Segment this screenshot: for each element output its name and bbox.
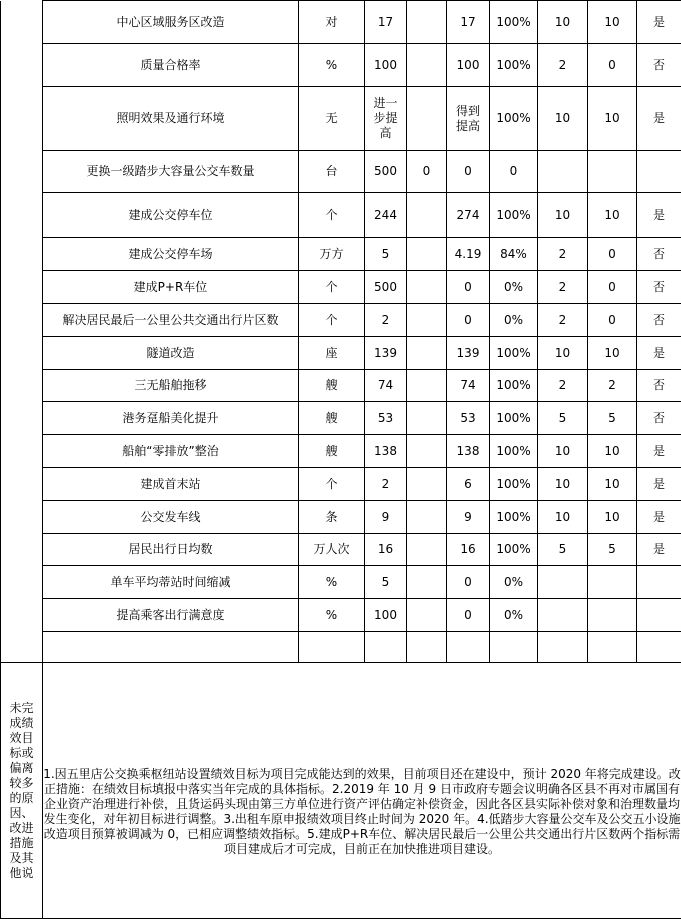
reason-title: 未完 成绩 效目 标或 偏离 较多 的原 因、 改进 措施 及其 他说 [1, 663, 43, 919]
achieved-flag [637, 151, 681, 193]
actual-score: 10 [588, 337, 637, 370]
unit-cell: 艘 [299, 370, 365, 402]
adjusted-value [407, 304, 447, 337]
row-spacer-cell [1, 151, 43, 193]
target-value: 74 [365, 370, 407, 402]
unit-cell: 个 [299, 304, 365, 337]
actual-score [588, 632, 637, 663]
table-row [1, 435, 681, 468]
actual-score: 10 [588, 435, 637, 468]
weight-score [538, 566, 588, 599]
target-value: 进一 步提 高 [365, 87, 407, 151]
adjusted-value [407, 337, 447, 370]
indicator-name [43, 632, 299, 663]
completion-rate: 0 [490, 151, 538, 193]
table-row [1, 87, 681, 151]
adjusted-value [407, 87, 447, 151]
adjusted-value [407, 44, 447, 87]
weight-score: 10 [538, 337, 588, 370]
achieved-flag: 否 [637, 370, 681, 402]
completion-rate: 100% [490, 1, 538, 44]
completion-rate: 100% [490, 370, 538, 402]
indicator-name: 建成首末站 [43, 468, 299, 501]
weight-score: 10 [538, 87, 588, 151]
adjusted-value [407, 468, 447, 501]
row-spacer-cell [1, 238, 43, 271]
reason-text-cell [43, 663, 681, 919]
adjusted-value [407, 534, 447, 566]
actual-value: 100 [447, 44, 490, 87]
achieved-flag: 否 [637, 238, 681, 271]
weight-score: 10 [538, 193, 588, 238]
table-row [1, 151, 681, 193]
table-row [1, 238, 681, 271]
weight-score: 2 [538, 44, 588, 87]
completion-rate: 100% [490, 435, 538, 468]
target-value: 5 [365, 566, 407, 599]
indicator-name: 公交发车线 [43, 501, 299, 534]
table-row [1, 1, 681, 44]
actual-value: 6 [447, 468, 490, 501]
adjusted-value [407, 271, 447, 304]
table-row [1, 304, 681, 337]
completion-rate: 100% [490, 501, 538, 534]
completion-rate: 100% [490, 44, 538, 87]
weight-score: 2 [538, 238, 588, 271]
actual-score: 10 [588, 501, 637, 534]
actual-score: 0 [588, 304, 637, 337]
actual-value: 0 [447, 151, 490, 193]
target-value: 5 [365, 238, 407, 271]
completion-rate: 0% [490, 271, 538, 304]
achieved-flag: 是 [637, 193, 681, 238]
weight-score: 2 [538, 271, 588, 304]
actual-score: 0 [588, 238, 637, 271]
unit-cell: 无 [299, 87, 365, 151]
unit-cell: % [299, 599, 365, 632]
completion-rate: 100% [490, 193, 538, 238]
indicator-name: 更换一级踏步大容量公交车数量 [43, 151, 299, 193]
achieved-flag: 是 [637, 501, 681, 534]
unit-cell: 艘 [299, 402, 365, 435]
adjusted-value [407, 632, 447, 663]
indicator-name: 建成P+R车位 [43, 271, 299, 304]
actual-score [588, 566, 637, 599]
achieved-flag: 是 [637, 87, 681, 151]
adjusted-value [407, 501, 447, 534]
indicator-name: 居民出行日均数 [43, 534, 299, 566]
target-value: 138 [365, 435, 407, 468]
actual-value: 0 [447, 599, 490, 632]
adjusted-value [407, 402, 447, 435]
actual-score [588, 151, 637, 193]
row-spacer-cell [1, 370, 43, 402]
unit-cell: 台 [299, 151, 365, 193]
table-row [1, 566, 681, 599]
row-spacer-cell [1, 1, 43, 44]
completion-rate: 0% [490, 566, 538, 599]
table-row [1, 501, 681, 534]
achieved-flag: 否 [637, 304, 681, 337]
unit-cell: 个 [299, 468, 365, 501]
target-value: 16 [365, 534, 407, 566]
actual-value: 0 [447, 304, 490, 337]
completion-rate: 100% [490, 534, 538, 566]
table-row [1, 44, 681, 87]
row-spacer-cell [1, 435, 43, 468]
target-value: 100 [365, 44, 407, 87]
actual-score: 5 [588, 534, 637, 566]
actual-score: 5 [588, 402, 637, 435]
actual-value: 16 [447, 534, 490, 566]
weight-score: 2 [538, 370, 588, 402]
actual-score: 10 [588, 1, 637, 44]
target-value: 9 [365, 501, 407, 534]
row-spacer-cell [1, 632, 43, 663]
achieved-flag [637, 632, 681, 663]
weight-score: 10 [538, 501, 588, 534]
achieved-flag: 是 [637, 435, 681, 468]
unit-cell: % [299, 566, 365, 599]
target-value [365, 632, 407, 663]
target-value: 244 [365, 193, 407, 238]
row-spacer-cell [1, 304, 43, 337]
indicator-name: 解决居民最后一公里公共交通出行片区数 [43, 304, 299, 337]
unit-cell [299, 632, 365, 663]
row-spacer-cell [1, 44, 43, 87]
actual-value: 0 [447, 566, 490, 599]
unit-cell: 个 [299, 193, 365, 238]
actual-score: 0 [588, 44, 637, 87]
target-value: 2 [365, 304, 407, 337]
actual-score: 0 [588, 271, 637, 304]
unit-cell: 个 [299, 271, 365, 304]
adjusted-value [407, 238, 447, 271]
row-spacer-cell [1, 87, 43, 151]
completion-rate: 0% [490, 304, 538, 337]
weight-score: 10 [538, 435, 588, 468]
indicator-name: 港务趸船美化提升 [43, 402, 299, 435]
unit-cell: 座 [299, 337, 365, 370]
achieved-flag: 否 [637, 271, 681, 304]
weight-score: 10 [538, 468, 588, 501]
target-value: 2 [365, 468, 407, 501]
achieved-flag: 是 [637, 468, 681, 501]
table-body [1, 1, 681, 663]
unit-cell: 万方 [299, 238, 365, 271]
achieved-flag: 是 [637, 1, 681, 44]
achieved-flag: 是 [637, 534, 681, 566]
achieved-flag: 否 [637, 44, 681, 87]
table-row [1, 468, 681, 501]
reason-text: 1.因五里店公交换乘枢纽站设置绩效目标为项目完成能达到的效果，目前项目还在建设中，预计 2020 年将完成建设。改正措施：在绩效目标填报中落实当年完成的具体指标。2.2019 年 10 月 9 日市政府专题会议明确各区县不再对市属国有企业资产治理进行补偿，且货运码头现由第三方单位进行资产评估确定补偿资金，因此各区县实际补偿对象和治理数量均发生变化，对年初目标进行调整。3.出租车原申报绩效项目终止时间为 2020 年。4.低踏步大容量公交车及公交五小设施改造项目预算被调减为 0，已相应调整绩效指标。5.建成P+R车位、解决居民最后一公里公共交通出行片区数两个指标需项目建成后才可完成，目前正在加快推进项目建设。 [43, 725, 681, 857]
adjusted-value [407, 566, 447, 599]
achieved-flag [637, 599, 681, 632]
indicator-name: 三无船舶拖移 [43, 370, 299, 402]
indicator-name: 船舶“零排放”整治 [43, 435, 299, 468]
target-value: 500 [365, 151, 407, 193]
indicator-name: 中心区域服务区改造 [43, 1, 299, 44]
unit-cell: % [299, 44, 365, 87]
actual-value: 139 [447, 337, 490, 370]
row-spacer-cell [1, 501, 43, 534]
completion-rate: 100% [490, 402, 538, 435]
actual-value: 4.19 [447, 238, 490, 271]
adjusted-value [407, 599, 447, 632]
row-spacer-cell [1, 337, 43, 370]
weight-score: 10 [538, 1, 588, 44]
adjusted-value [407, 435, 447, 468]
actual-score: 10 [588, 193, 637, 238]
actual-value: 53 [447, 402, 490, 435]
weight-score [538, 599, 588, 632]
table-row [1, 599, 681, 632]
completion-rate: 84% [490, 238, 538, 271]
unit-cell: 对 [299, 1, 365, 44]
row-spacer-cell [1, 534, 43, 566]
actual-value [447, 632, 490, 663]
adjusted-value [407, 1, 447, 44]
reason-row [1, 663, 681, 919]
target-value: 53 [365, 402, 407, 435]
row-spacer-cell [1, 468, 43, 501]
achieved-flag [637, 566, 681, 599]
actual-value: 17 [447, 1, 490, 44]
weight-score: 2 [538, 304, 588, 337]
adjusted-value [407, 193, 447, 238]
table-row [1, 271, 681, 304]
row-spacer-cell [1, 271, 43, 304]
indicator-name: 建成公交停车位 [43, 193, 299, 238]
completion-rate: 100% [490, 337, 538, 370]
completion-rate: 100% [490, 468, 538, 501]
unit-cell: 万人次 [299, 534, 365, 566]
actual-value: 274 [447, 193, 490, 238]
indicator-name: 隧道改造 [43, 337, 299, 370]
row-spacer-cell [1, 599, 43, 632]
actual-score: 2 [588, 370, 637, 402]
indicator-name: 提高乘客出行满意度 [43, 599, 299, 632]
actual-value: 9 [447, 501, 490, 534]
indicator-name: 照明效果及通行环境 [43, 87, 299, 151]
unit-cell: 艘 [299, 435, 365, 468]
achieved-flag: 否 [637, 402, 681, 435]
unit-cell: 条 [299, 501, 365, 534]
actual-score: 10 [588, 87, 637, 151]
target-value: 500 [365, 271, 407, 304]
adjusted-value [407, 370, 447, 402]
actual-value: 0 [447, 271, 490, 304]
actual-value: 74 [447, 370, 490, 402]
achieved-flag: 是 [637, 337, 681, 370]
row-spacer-cell [1, 193, 43, 238]
adjusted-value: 0 [407, 151, 447, 193]
target-value: 139 [365, 337, 407, 370]
completion-rate: 0% [490, 599, 538, 632]
row-spacer-cell [1, 566, 43, 599]
weight-score [538, 151, 588, 193]
table-row [1, 370, 681, 402]
completion-rate: 100% [490, 87, 538, 151]
completion-rate [490, 632, 538, 663]
indicator-name: 质量合格率 [43, 44, 299, 87]
actual-value: 得到 提高 [447, 87, 490, 151]
table-row [1, 632, 681, 663]
indicator-name: 单车平均蒂站时间缩减 [43, 566, 299, 599]
actual-score [588, 599, 637, 632]
table-row [1, 337, 681, 370]
indicator-name: 建成公交停车场 [43, 238, 299, 271]
weight-score: 5 [538, 534, 588, 566]
weight-score: 5 [538, 402, 588, 435]
table-row [1, 402, 681, 435]
target-value: 17 [365, 1, 407, 44]
table-row [1, 534, 681, 566]
actual-value: 138 [447, 435, 490, 468]
row-spacer-cell [1, 402, 43, 435]
actual-score: 10 [588, 468, 637, 501]
weight-score [538, 632, 588, 663]
table-row [1, 193, 681, 238]
target-value: 100 [365, 599, 407, 632]
